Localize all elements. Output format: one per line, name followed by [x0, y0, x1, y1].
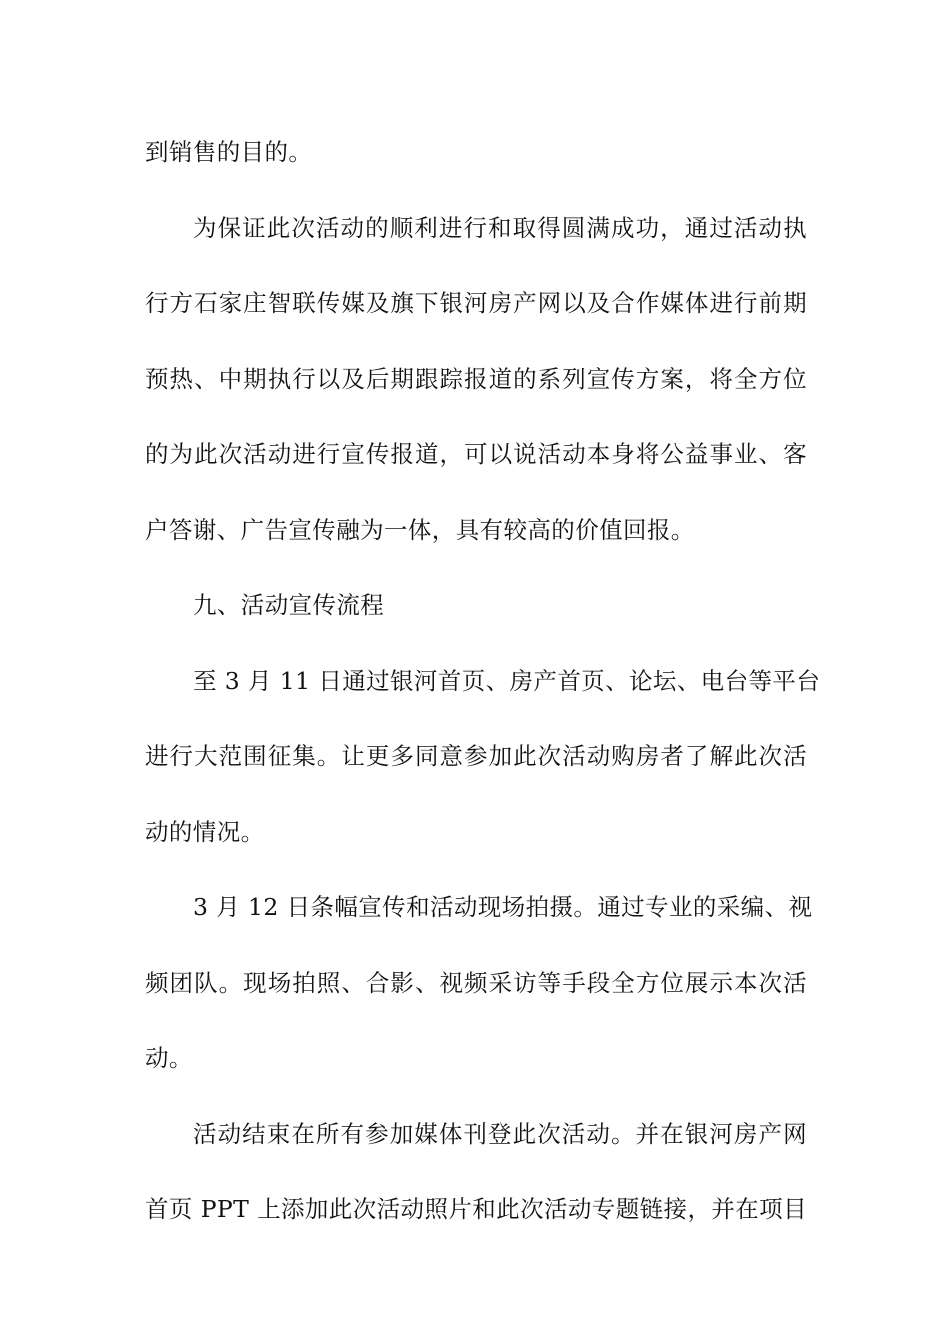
paragraph-line: 动。 — [145, 1044, 193, 1072]
section-heading: 九、活动宣传流程 — [193, 591, 385, 619]
paragraph-line: 3 月 12 日条幅宣传和活动现场拍摄。通过专业的采编、视 — [193, 893, 813, 921]
paragraph-line: 首页 PPT 上添加此次活动照片和此次活动专题链接，并在项目 — [145, 1195, 807, 1223]
paragraph-line: 活动结束在所有参加媒体刊登此次活动。并在银河房产网 — [193, 1119, 807, 1148]
paragraph-line: 频团队。现场拍照、合影、视频采访等手段全方位展示本次活 — [145, 968, 807, 997]
paragraph-line: 户答谢、广告宣传融为一体，具有较高的价值回报。 — [145, 515, 695, 544]
paragraph-line: 预热、中期执行以及后期跟踪报道的系列宣传方案，将全方位 — [145, 364, 807, 393]
paragraph-line: 到销售的目的。 — [145, 138, 313, 166]
paragraph-line: 的为此次活动进行宣传报道，可以说活动本身将公益事业、客 — [145, 440, 807, 468]
paragraph-line: 至 3 月 11 日通过银河首页、房产首页、论坛、电台等平台 — [193, 666, 821, 695]
paragraph-line: 为保证此次活动的顺利进行和取得圆满成功，通过活动执 — [193, 213, 807, 242]
document-body — [145, 126, 821, 1259]
paragraph-line: 动的情况。 — [145, 817, 265, 846]
paragraph-line: 进行大范围征集。让更多同意参加此次活动购房者了解此次活 — [145, 742, 807, 770]
paragraph-line: 行方石家庄智联传媒及旗下银河房产网以及合作媒体进行前期 — [145, 289, 807, 317]
